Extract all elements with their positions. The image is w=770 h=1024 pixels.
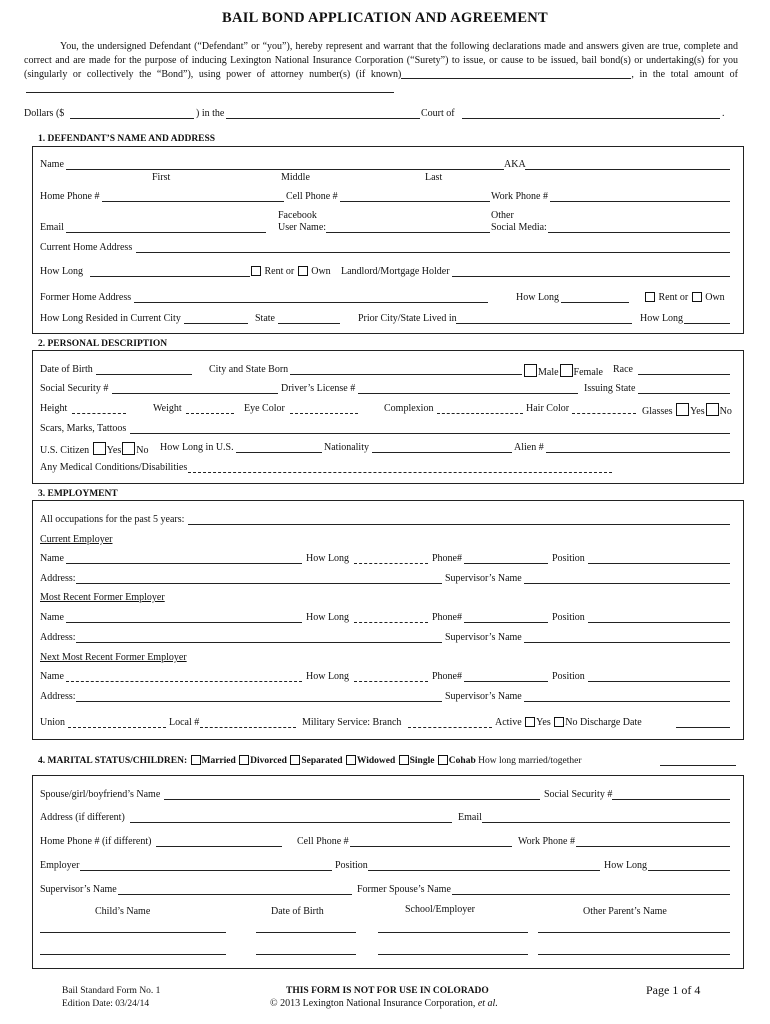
spouse-work-field[interactable]	[576, 836, 730, 847]
emp2-phone-label: Phone#	[432, 612, 462, 623]
work-phone-field[interactable]	[550, 191, 730, 202]
child2-other-parent-field[interactable]	[538, 944, 730, 955]
emp3-how-long-field[interactable]	[354, 671, 428, 682]
citizen-no-checkbox[interactable]	[122, 442, 135, 455]
emp3-how-long-label: How Long	[306, 671, 350, 682]
active-no-checkbox[interactable]	[554, 717, 564, 727]
discharge-date-field[interactable]	[676, 717, 730, 728]
former-how-long-field[interactable]	[561, 292, 629, 303]
alien-label: Alien #	[514, 442, 544, 453]
military-label: Military Service: Branch	[302, 717, 402, 728]
section-4-box	[32, 775, 744, 969]
glasses-no-label: No	[719, 406, 732, 417]
spouse-cell-field[interactable]	[350, 836, 512, 847]
citizen-no-label: No	[136, 445, 149, 456]
facebook-label: Facebook	[278, 210, 317, 221]
copyright-line	[270, 998, 498, 1010]
home-phone-diff-field[interactable]	[156, 836, 282, 847]
prior-how-long-field[interactable]	[684, 313, 730, 324]
complexion-field[interactable]	[437, 403, 523, 414]
own-label: Own	[311, 266, 331, 277]
total-amount-label: , in the total amount of	[631, 69, 739, 80]
weight-field[interactable]	[186, 403, 234, 414]
email-field[interactable]	[66, 222, 266, 233]
home-phone-diff-label: Home Phone # (if different)	[40, 836, 152, 847]
child1-school-field[interactable]	[378, 922, 528, 933]
current-home-field[interactable]	[136, 242, 730, 253]
child2-school-field[interactable]	[378, 944, 528, 955]
cell-phone-label: Cell Phone #	[286, 191, 338, 202]
emp2-address-label: Address:	[40, 632, 76, 643]
all-occupations-field[interactable]	[188, 514, 730, 525]
social-media-field[interactable]	[548, 222, 730, 233]
emp2-supervisor-field[interactable]	[524, 632, 730, 643]
edition-date: Edition Date: 03/24/14	[62, 999, 150, 1009]
emp3-position-field[interactable]	[588, 671, 730, 682]
nationality-label: Nationality	[324, 442, 369, 453]
spouse-label: Spouse/girl/boyfriend’s Name	[40, 789, 161, 800]
landlord-field[interactable]	[452, 266, 730, 277]
emp1-phone-label: Phone#	[432, 553, 462, 564]
emp1-position-field[interactable]	[588, 553, 730, 564]
ssn-label: Social Security #	[40, 383, 109, 394]
glasses-label: Glasses	[642, 406, 673, 417]
race-label: Race	[613, 364, 633, 375]
address-diff-label: Address (if different)	[40, 812, 125, 823]
active-yes-checkbox[interactable]	[525, 717, 535, 727]
last-sublabel: Last	[425, 172, 443, 183]
former-rent-own-group	[644, 292, 725, 304]
single-label: Single	[409, 756, 435, 766]
married-label: Married	[201, 756, 236, 766]
how-long-married-label: How long married/together	[478, 756, 582, 766]
rent-own-group	[250, 266, 331, 278]
social-media-label: Social Media:	[491, 222, 547, 233]
how-long-married-field[interactable]	[660, 755, 736, 766]
page-number: Page 1 of 4	[646, 983, 701, 997]
spouse-employer-label: Employer	[40, 860, 80, 871]
power-of-attorney-field[interactable]	[401, 68, 631, 79]
emp2-position-field[interactable]	[588, 612, 730, 623]
glasses-group	[642, 403, 732, 418]
aka-field[interactable]	[525, 159, 730, 170]
spouse-cell-label: Cell Phone #	[297, 836, 349, 847]
total-amount-field[interactable]	[26, 82, 394, 93]
section-4-heading: 4. MARITAL STATUS/CHILDREN:	[38, 756, 188, 766]
cohab-label: Cohab	[448, 756, 476, 766]
et-al: et al.	[477, 998, 498, 1009]
most-recent-heading: Most Recent Former Employer	[40, 592, 165, 603]
eye-color-label: Eye Color	[244, 403, 285, 414]
intro-text: You, the undersigned Defendant (“Defendant” or “you”), hereby represent and warrant that the following declarations made and answers given are true, complete and correct and are made for the purpose of inducing Lexington National Insurance Corporation (“Surety”) to issue, or cause to be issued, bail bond(s) or undertaking(s) for you (singularly or collectively the “Bond”), using power of attorney number(s) (if known)	[24, 41, 738, 80]
us-citizen-label: U.S. Citizen	[40, 445, 90, 456]
male-checkbox[interactable]	[524, 364, 537, 377]
emp3-name-label: Name	[40, 671, 64, 682]
in-the-label: ) in the	[196, 108, 225, 119]
divorced-checkbox[interactable]	[239, 755, 249, 765]
citizen-yes-checkbox[interactable]	[93, 442, 106, 455]
female-checkbox[interactable]	[560, 364, 573, 377]
emp2-how-long-field[interactable]	[354, 612, 428, 623]
hair-color-field[interactable]	[572, 403, 636, 414]
emp3-phone-label: Phone#	[432, 671, 462, 682]
drivers-license-field[interactable]	[358, 383, 578, 394]
intro-paragraph	[24, 40, 738, 96]
cell-phone-field[interactable]	[340, 191, 490, 202]
former-home-field[interactable]	[134, 292, 488, 303]
cohab-checkbox[interactable]	[438, 755, 448, 765]
own-checkbox[interactable]	[298, 266, 308, 276]
first-sublabel: First	[152, 172, 171, 183]
emp2-name-label: Name	[40, 612, 64, 623]
height-field[interactable]	[72, 403, 126, 414]
emp1-name-label: Name	[40, 553, 64, 564]
state-label: State	[255, 313, 275, 324]
hair-color-label: Hair Color	[526, 403, 570, 414]
emp3-supervisor-field[interactable]	[524, 691, 730, 702]
spouse-supervisor-field[interactable]	[118, 884, 352, 895]
name-field[interactable]	[66, 159, 504, 170]
former-spouse-label: Former Spouse’s Name	[357, 884, 451, 895]
local-label: Local #	[169, 717, 200, 728]
prior-city-field[interactable]	[456, 313, 632, 324]
how-long-label: How Long	[40, 266, 84, 277]
separated-label: Separated	[301, 756, 343, 766]
military-branch-field[interactable]	[408, 717, 492, 728]
name-label: Name	[40, 159, 64, 170]
emp1-how-long-label: How Long	[306, 553, 350, 564]
female-label: Female	[573, 367, 603, 378]
emp1-supervisor-field[interactable]	[524, 573, 730, 584]
form-number: Bail Standard Form No. 1	[62, 986, 161, 996]
how-long-field[interactable]	[90, 266, 250, 277]
form-title: BAIL BOND APPLICATION AND AGREEMENT	[221, 10, 549, 26]
copyright-text: © 2013 Lexington National Insurance Corporation,	[270, 998, 476, 1009]
court-of-label: Court of	[421, 108, 455, 119]
emp1-position-label: Position	[552, 553, 585, 564]
former-home-label: Former Home Address	[40, 292, 132, 303]
current-employer-heading: Current Employer	[40, 534, 113, 545]
emp2-phone-field[interactable]	[464, 612, 548, 623]
spouse-ssn-field[interactable]	[612, 789, 730, 800]
spouse-how-long-label: How Long	[604, 860, 648, 871]
eye-color-field[interactable]	[290, 403, 358, 414]
former-spouse-field[interactable]	[452, 884, 730, 895]
emp1-name-field[interactable]	[66, 553, 302, 564]
emp1-how-long-field[interactable]	[354, 553, 428, 564]
home-phone-field[interactable]	[102, 191, 284, 202]
court-name-field[interactable]	[226, 108, 420, 119]
how-long-us-field[interactable]	[236, 442, 322, 453]
glasses-no-checkbox[interactable]	[706, 403, 719, 416]
emp1-supervisor-label: Supervisor’s Name	[445, 573, 522, 584]
emp1-phone-field[interactable]	[464, 553, 548, 564]
height-label: Height	[40, 403, 68, 414]
union-label: Union	[40, 717, 65, 728]
glasses-yes-label: Yes	[690, 406, 705, 417]
local-field[interactable]	[200, 717, 296, 728]
married-checkbox[interactable]	[191, 755, 201, 765]
former-how-long-label: How Long	[516, 292, 560, 303]
spouse-work-label: Work Phone #	[518, 836, 575, 847]
alien-field[interactable]	[546, 442, 730, 453]
scars-field[interactable]	[130, 423, 730, 434]
other-parent-header: Other Parent’s Name	[583, 906, 667, 917]
spouse-supervisor-label: Supervisor’s Name	[40, 884, 117, 895]
active-yes-label: Yes	[536, 717, 551, 728]
current-home-label: Current Home Address	[40, 242, 133, 253]
address-diff-field[interactable]	[130, 812, 452, 823]
state-field[interactable]	[278, 313, 340, 324]
child-dob-header: Date of Birth	[271, 906, 324, 917]
spouse-position-field[interactable]	[368, 860, 600, 871]
facebook-field[interactable]	[326, 222, 490, 233]
active-label: Active	[495, 717, 522, 728]
emp2-position-label: Position	[552, 612, 585, 623]
period: .	[722, 108, 725, 119]
landlord-label: Landlord/Mortgage Holder	[341, 266, 450, 277]
child1-name-field[interactable]	[40, 922, 226, 933]
scars-label: Scars, Marks, Tattoos	[40, 423, 127, 434]
prior-city-label: Prior City/State Lived in	[358, 313, 457, 324]
dob-field[interactable]	[96, 364, 192, 375]
emp2-name-field[interactable]	[66, 612, 302, 623]
section-1-box	[32, 146, 744, 334]
emp2-supervisor-label: Supervisor’s Name	[445, 632, 522, 643]
medical-field[interactable]	[188, 462, 612, 473]
user-name-label: User Name:	[278, 222, 327, 233]
middle-sublabel: Middle	[281, 172, 310, 183]
former-rent-checkbox[interactable]	[645, 292, 655, 302]
medical-label: Any Medical Conditions/Disabilities	[40, 462, 188, 473]
prior-how-long-label: How Long	[640, 313, 684, 324]
child-school-header: School/Employer	[405, 904, 475, 915]
rent-label: Rent or	[264, 266, 295, 277]
former-own-label: Own	[705, 292, 725, 303]
male-label: Male	[538, 367, 559, 378]
spouse-employer-field[interactable]	[80, 860, 332, 871]
emp3-supervisor-label: Supervisor’s Name	[445, 691, 522, 702]
home-phone-label: Home Phone #	[40, 191, 100, 202]
how-long-resided-label: How Long Resided in Current City	[40, 313, 181, 324]
emp3-address-label: Address:	[40, 691, 76, 702]
glasses-yes-checkbox[interactable]	[676, 403, 689, 416]
active-no-label: No	[565, 717, 578, 728]
ssn-field[interactable]	[112, 383, 278, 394]
emp3-phone-field[interactable]	[464, 671, 548, 682]
spouse-position-label: Position	[335, 860, 368, 871]
weight-label: Weight	[153, 403, 182, 414]
emp1-address-label: Address:	[40, 573, 76, 584]
rent-checkbox[interactable]	[251, 266, 261, 276]
section-3-heading: 3. EMPLOYMENT	[38, 489, 118, 499]
spouse-field[interactable]	[164, 789, 540, 800]
section-2-heading: 2. PERSONAL DESCRIPTION	[38, 339, 168, 349]
widowed-checkbox[interactable]	[346, 755, 356, 765]
active-group	[495, 717, 642, 729]
race-field[interactable]	[638, 364, 730, 375]
marital-heading-group	[38, 755, 582, 767]
not-for-use-notice: THIS FORM IS NOT FOR USE IN COLORADO	[286, 986, 489, 996]
other-label: Other	[491, 210, 514, 221]
child1-other-parent-field[interactable]	[538, 922, 730, 933]
work-phone-label: Work Phone #	[491, 191, 548, 202]
divorced-label: Divorced	[250, 756, 287, 766]
city-state-born-label: City and State Born	[209, 364, 289, 375]
next-most-recent-heading: Next Most Recent Former Employer	[40, 652, 187, 663]
city-state-born-field[interactable]	[290, 364, 522, 375]
union-field[interactable]	[68, 717, 166, 728]
spouse-ssn-label: Social Security #	[544, 789, 613, 800]
section-1-heading: 1. DEFENDANT’S NAME AND ADDRESS	[38, 134, 216, 144]
aka-label: AKA	[504, 159, 526, 170]
discharge-label: Discharge Date	[579, 717, 642, 728]
all-occupations-label: All occupations for the past 5 years:	[40, 514, 185, 525]
issuing-state-field[interactable]	[638, 383, 730, 394]
emp1-address-field[interactable]	[76, 573, 442, 584]
issuing-state-label: Issuing State	[584, 383, 636, 394]
emp3-address-field[interactable]	[76, 691, 442, 702]
email-label: Email	[40, 222, 64, 233]
emp3-position-label: Position	[552, 671, 585, 682]
child2-name-field[interactable]	[40, 944, 226, 955]
dob-label: Date of Birth	[40, 364, 93, 375]
emp2-how-long-label: How Long	[306, 612, 350, 623]
separated-checkbox[interactable]	[290, 755, 300, 765]
complexion-label: Complexion	[384, 403, 434, 414]
emp2-address-field[interactable]	[76, 632, 442, 643]
child1-dob-field[interactable]	[256, 922, 356, 933]
child2-dob-field[interactable]	[256, 944, 356, 955]
widowed-label: Widowed	[356, 756, 396, 766]
us-citizen-group	[40, 442, 148, 457]
child-name-header: Child’s Name	[95, 906, 151, 917]
sex-group	[523, 364, 603, 379]
how-long-resided-field[interactable]	[184, 313, 248, 324]
drivers-license-label: Driver’s License #	[281, 383, 356, 394]
emp3-name-field[interactable]	[66, 671, 302, 682]
spouse-how-long-field[interactable]	[648, 860, 730, 871]
nationality-field[interactable]	[372, 442, 512, 453]
court-location-field[interactable]	[462, 108, 720, 119]
citizen-yes-label: Yes	[106, 445, 122, 456]
spouse-email-field[interactable]	[482, 812, 730, 823]
former-rent-label: Rent or	[658, 292, 689, 303]
spouse-email-label: Email	[458, 812, 482, 823]
dollars-field[interactable]	[70, 108, 194, 119]
how-long-us-label: How Long in U.S.	[160, 442, 234, 453]
former-own-checkbox[interactable]	[692, 292, 702, 302]
single-checkbox[interactable]	[399, 755, 409, 765]
dollars-label: Dollars ($	[24, 108, 65, 119]
